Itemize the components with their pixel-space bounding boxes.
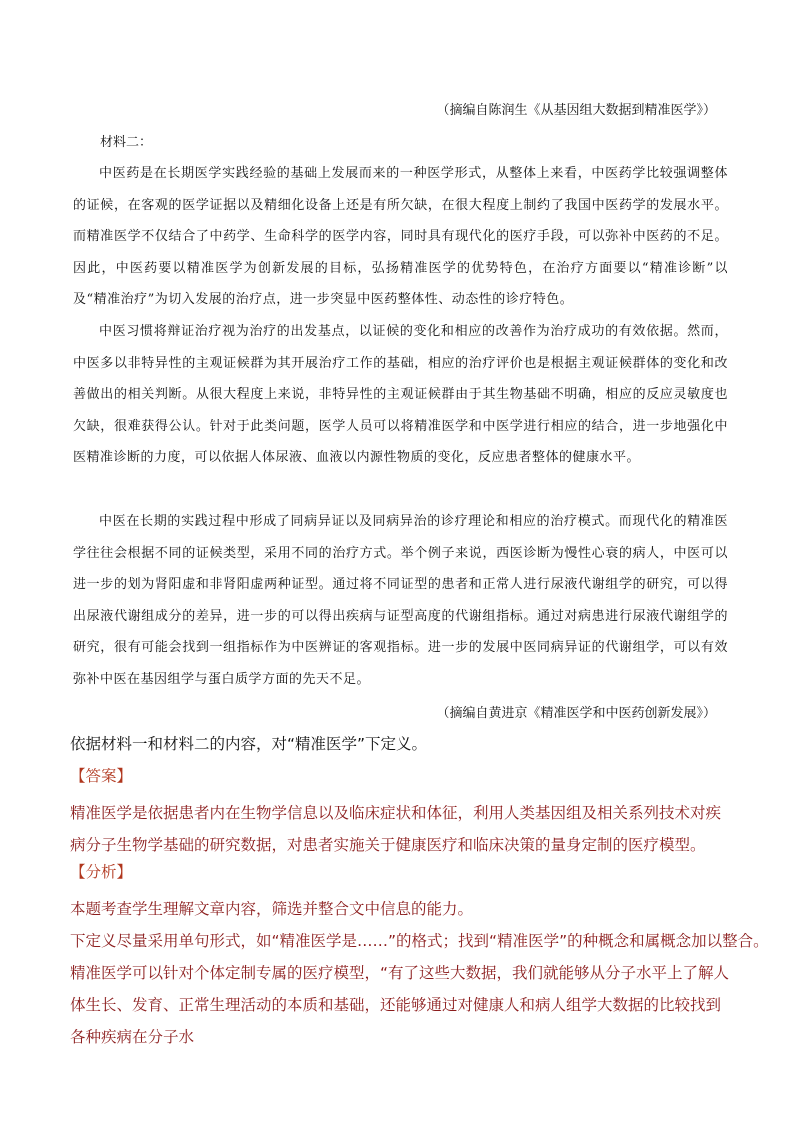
- source-citation-2: （摘编自黄进京《精准医学和中医药创新发展》）: [436, 706, 716, 721]
- answer-text: 精准医学是依据患者内在生物学信息以及临床症状和体征，利用人类基因组及相关系列技术对疾病分子生物学基础的研究数据，对患者实施关于健康医疗和临床决策的量身定制的医疗模型。: [70, 804, 722, 854]
- analysis-line-3: 精准医学可以针对个体定制专属的医疗模型，“有了这些大数据，我们就能够从分子水平上了解人体生长、发育、正常生理活动的本质和基础，还能够通过对健康人和病人组学大数据的比较找到各种疾病在分子水: [70, 964, 730, 1046]
- material-paragraph-1: 中医药是在长期医学实践经验的基础上发展而来的一种医学形式，从整体上来看，中医药学比较强调整体的证候，在客观的医学证据以及精细化设备上还是有所欠缺，在很大程度上制约了我国中医药学的发展水平。而精准医学不仅结合了中药学、生命科学的医学内容，同时具有现代化的医疗手段，可以弥补中医药的不足。因此，中医药要以精准医学为创新发展的目标，弘扬精准医学的优势特色，在治疗方面要以“精准诊断”以及“精准治疗”为切入发展的治疗点，进一步突显中医药整体性、动态性的诊疗特色。: [73, 166, 728, 307]
- material-paragraph-2: 中医习惯将辩证治疗视为治疗的出发基点，以证候的变化和相应的改善作为治疗成功的有效依据。然而，中医多以非特异性的主观证候群为其开展治疗工作的基础，相应的治疗评价也是根据主观证候群体的变化和改善做出的相关判断。从很大程度上来说，非特异性的主观证候群由于其生物基础不明确，相应的反应灵敏度也欠缺，很难获得公认。针对于此类问题，医学人员可以将精准医学和中医学进行相应的结合，进一步地强化中医精准诊断的力度，可以依据人体尿液、血液以内源性物质的变化，反应患者整体的健康水平。: [73, 324, 728, 465]
- source-citation-1: （摘编自陈润生《从基因组大数据到精准医学》）: [436, 103, 716, 118]
- material-paragraph-3: 中医在长期的实践过程中形成了同病异证以及同病异治的诊疗理论和相应的治疗模式。而现代化的精准医学往往会根据不同的证候类型，采用不同的治疗方式。举个例子来说，西医诊断为慢性心衰的病人，中医可以进一步的划为肾阳虚和非肾阳虚两种证型。通过将不同证型的患者和正常人进行尿液代谢组学的研究，可以得出尿液代谢组成分的差异，进一步的可以得出疾病与证型高度的代谢组指标。通过对病患进行尿液代谢组学的研究，很有可能会找到一组指标作为中医辨证的客观指标。进一步的发展中医同病异证的代谢组学，可以有效弥补中医在基因组学与蛋白质学方面的先天不足。: [73, 514, 728, 687]
- answer-tag: 【答案】: [70, 767, 133, 785]
- analysis-line-2: 下定义尽量采用单句形式，如“精准医学是……”的格式；找到“精准医学”的种概念和属概念加以整合。: [70, 932, 769, 950]
- material-two-label: 材料二：: [100, 135, 153, 150]
- question-text: 依据材料一和材料二的内容，对“精准医学”下定义。: [70, 735, 428, 753]
- analysis-line-1: 本题考查学生理解文章内容，筛选并整合文中信息的能力。: [70, 900, 474, 918]
- analysis-tag: 【分析】: [70, 863, 133, 881]
